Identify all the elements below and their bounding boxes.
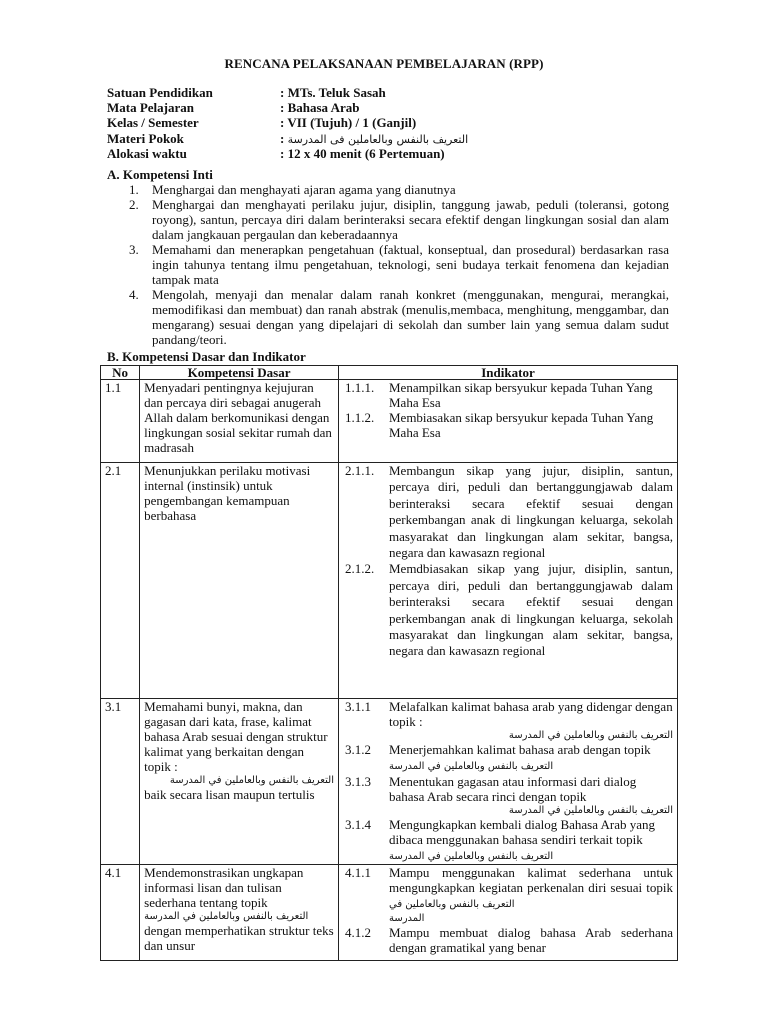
row-number: 3.1 (101, 699, 140, 865)
indicator-arabic: التعريف بالنفس وبالعاملين في المدرسة (388, 761, 554, 772)
column-header-no: No (101, 366, 140, 380)
ki-item (107, 242, 669, 287)
table-row (101, 380, 678, 463)
ki-item (107, 182, 669, 197)
info-value-arabic: التعريف بالنفس وبالعاملين فى المدرسة (287, 132, 469, 146)
ki-number: 3. (129, 242, 139, 257)
kd-cell (140, 865, 339, 961)
indicator-text: Mengungkapkan kembali dialog Bahasa Arab yang dibaca menggunakan bahasa sendiri terkait topik (388, 817, 656, 847)
indicator-number: 4.1.2 (344, 925, 371, 940)
info-value: : VII (Tujuh) / 1 (Ganjil) (280, 115, 417, 131)
indicator-item (343, 774, 673, 817)
indicator-cell (338, 699, 677, 865)
ki-item (107, 197, 669, 242)
kd-text: Mendemonstrasikan ungkapan informasi lisan dan tulisan sederhana tentang topik (144, 865, 304, 910)
document-title: RENCANA PELAKSANAAN PEMBELAJARAN (RPP) (224, 56, 544, 71)
identity-block (107, 85, 667, 161)
indicator-item (343, 925, 673, 955)
info-row-kelas (107, 115, 667, 130)
info-key: Alokasi waktu (107, 145, 187, 161)
indicator-item (343, 561, 673, 659)
indicator-number: 2.1.2. (344, 561, 375, 577)
indicator-cell (338, 463, 677, 699)
kd-text-after: dengan memperhatikan struktur teks dan unsur (144, 923, 334, 953)
indicator-text: Menentukan gagasan atau informasi dari dialog bahasa Arab secara rinci dengan topik (388, 774, 637, 804)
indicator-number: 3.1.2 (344, 742, 371, 757)
indicator-text: Membangun sikap yang jujur, disiplin, santun, percaya diri, peduli dan bertanggungjawab dalam berinteraksi secara efektif sesuai dengan perkembangan anak di lingkungan keluarga, sekolah masyarakat dan lingkungan alam sekitar, bangsa, negara dan kawasazn regional (388, 463, 673, 561)
row-number: 1.1 (101, 380, 140, 463)
indicator-cell (338, 865, 677, 961)
indicator-arabic: التعريف بالنفس وبالعاملين في المدرسة (508, 730, 673, 741)
indicator-item (343, 742, 673, 774)
indicator-number: 1.1.1. (344, 380, 375, 395)
indicator-item (343, 410, 673, 440)
row-number: 4.1 (101, 865, 140, 961)
info-value-wrap (280, 131, 667, 146)
indicator-number: 2.1.1. (344, 463, 375, 478)
info-value: : MTs. Teluk Sasah (280, 85, 386, 100)
indicator-arabic: التعريف بالنفس وبالعاملين في (388, 899, 515, 910)
ki-text: Menghargai dan menghayati ajaran agama yang dianutnya (152, 182, 456, 197)
indicator-text: Mampu menggunakan kalimat sederhana untuk mengungkapkan kegiatan perkenalan diri sesuai topik (388, 865, 673, 895)
info-row-alokasi (107, 146, 667, 161)
table-row (101, 463, 678, 699)
info-key: Kelas / Semester (107, 115, 199, 131)
info-key: Mata Pelajaran (107, 100, 195, 116)
kd-cell (140, 699, 339, 865)
ki-text: Mengolah, menyaji dan menalar dalam ranah konkret (menggunakan, mengurai, merangkai, memodifikasi dan membuat) dan ranah abstrak (menulis,membaca, menghitung, menggambar, dan mengarang) sesuai dengan yang dipelajari di sekolah dan sumber lain yang semua dalam sudut pandang/teori. (152, 287, 669, 347)
info-value: : Bahasa Arab (280, 100, 360, 116)
indicator-text: Melafalkan kalimat bahasa arab yang didengar dengan topik : (388, 699, 673, 729)
kd-indicator-table (100, 365, 678, 961)
column-header-kd: Kompetensi Dasar (140, 366, 339, 380)
table-row (101, 865, 678, 961)
table-header-row (101, 366, 678, 380)
indicator-text: Menerjemahkan kalimat bahasa arab dengan topik (388, 742, 651, 757)
info-value: : 12 x 40 menit (6 Pertemuan) (280, 145, 445, 161)
info-row-satuan (107, 85, 667, 100)
section-heading: B. Kompetensi Dasar dan Indikator (107, 349, 306, 364)
kd-text: Menyadari pentingnya kejujuran dan percaya diri sebagai anugerah Allah dalam berkomunikasi dengan lingkungan sosial sekitar rumah dan madrasah (140, 380, 339, 463)
info-key: Materi Pokok (107, 130, 184, 146)
indicator-text: Mampu membuat dialog bahasa Arab sederhana dengan gramatikal yang benar (388, 925, 673, 955)
indicator-cell (338, 380, 677, 463)
indicator-text: Menampilkan sikap bersyukur kepada Tuhan Yang Maha Esa (388, 380, 653, 410)
section-kompetensi-inti (107, 167, 669, 347)
indicator-number: 3.1.3 (344, 774, 371, 789)
kd-arabic: التعريف بالنفس وبالعاملين في المدرسة (144, 911, 309, 922)
table-row (101, 699, 678, 865)
kd-text-after: baik secara lisan maupun tertulis (144, 787, 315, 802)
kd-text: Menunjukkan perilaku motivasi internal (instinsik) untuk pengembangan kemampuan berbahasa (140, 463, 339, 699)
indicator-text: Memdbiasakan sikap yang jujur, disiplin, santun, percaya diri, peduli dan bertanggungjawab dalam berinteraksi secara efektif sesuai dengan perkembangan anak di lingkungan keluarga, sekolah masyarakat dan lingkungan alam sekitar, bangsa, negara dan kawasazn regional (388, 561, 673, 659)
indicator-item (343, 699, 673, 742)
indicator-number: 1.1.2. (344, 410, 375, 425)
indicator-item (343, 463, 673, 561)
column-header-indikator: Indikator (338, 366, 677, 380)
section-kompetensi-dasar (107, 349, 669, 364)
indicator-arabic: التعريف بالنفس وبالعاملين في المدرسة (388, 851, 554, 862)
info-value: : (280, 130, 285, 146)
info-row-materi (107, 131, 667, 146)
ki-item (107, 287, 669, 347)
info-key: Satuan Pendidikan (107, 85, 213, 100)
kd-arabic: التعريف بالنفس وبالعاملين في المدرسة (169, 775, 334, 786)
indicator-arabic: التعريف بالنفس وبالعاملين في المدرسة (508, 805, 673, 816)
ki-number: 1. (129, 182, 139, 197)
indicator-number: 3.1.4 (344, 817, 371, 832)
ki-list (107, 182, 669, 347)
info-row-mapel (107, 100, 667, 115)
indicator-item (343, 865, 673, 925)
indicator-arabic-cont: المدرسة (388, 913, 425, 924)
section-heading: A. Kompetensi Inti (107, 167, 213, 182)
row-number: 2.1 (101, 463, 140, 699)
indicator-text: Membiasakan sikap bersyukur kepada Tuhan Yang Maha Esa (388, 410, 654, 440)
indicator-item (343, 817, 673, 864)
ki-number: 4. (129, 287, 139, 302)
ki-text: Memahami dan menerapkan pengetahuan (faktual, konseptual, dan prosedural) berdasarkan rasa ingin tahunya tentang ilmu pengetahuan, teknologi, seni budaya terkait fenomena dan kejadian tampak mata (152, 242, 669, 287)
indicator-number: 3.1.1 (344, 699, 371, 714)
ki-text: Menghargai dan menghayati perilaku jujur, disiplin, tanggung jawab, peduli (toleransi, gotong royong), santun, percaya diri dalam berinteraksi secara efektif dengan lingkungan sosial dan alam dalam jangkauan pergaulan dan keberadaannya (152, 197, 669, 242)
indicator-number: 4.1.1 (344, 865, 371, 880)
ki-number: 2. (129, 197, 139, 212)
kd-text: Memahami bunyi, makna, dan gagasan dari kata, frase, kalimat bahasa Arab sesuai dengan struktur kalimat yang berkaitan dengan topik : (144, 699, 328, 774)
indicator-item (343, 380, 673, 410)
